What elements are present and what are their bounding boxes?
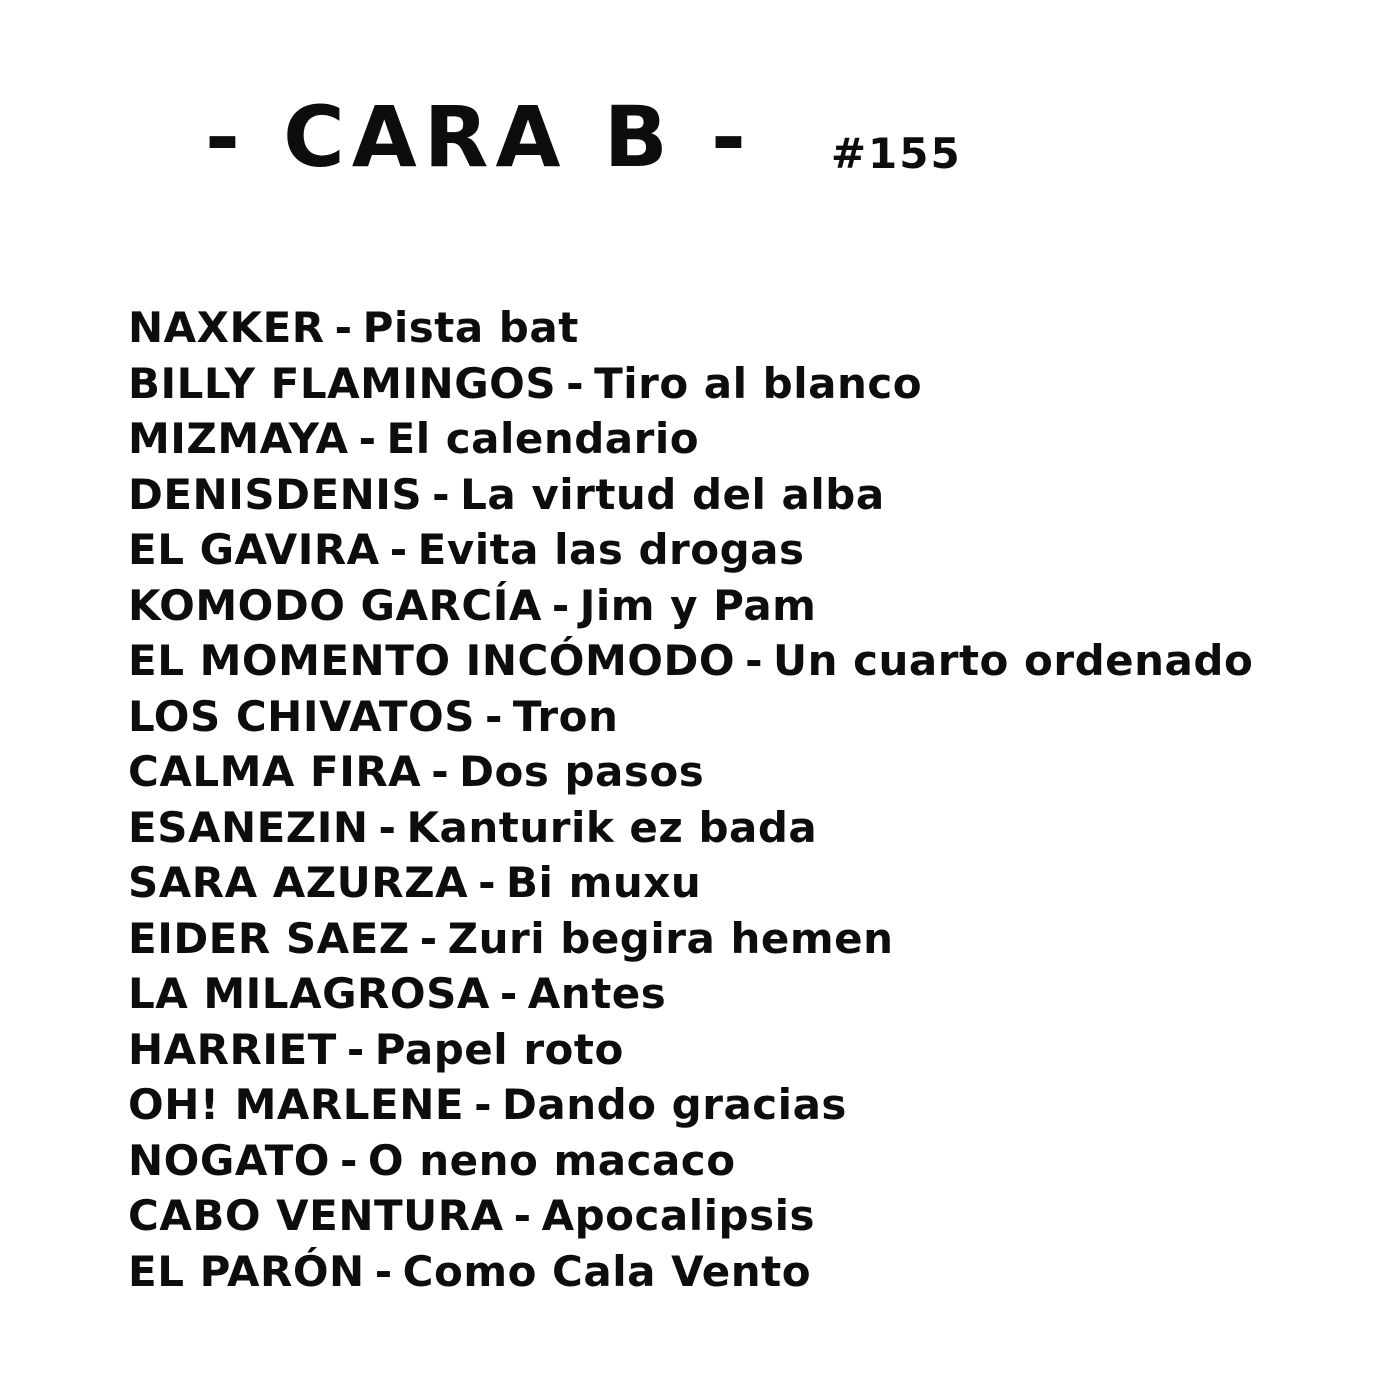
track-row: [128, 1188, 1253, 1244]
song-title: Papel roto: [374, 1024, 624, 1074]
track-row: [128, 356, 1253, 412]
separator: -: [389, 525, 408, 574]
song-title: Jim y Pam: [579, 580, 817, 630]
song-title: Como Cala Vento: [402, 1246, 812, 1296]
song-title: O neno macaco: [367, 1135, 736, 1185]
song-title: Evita las drogas: [417, 525, 805, 574]
song-title: Dando gracias: [502, 1080, 847, 1129]
issue-number: #155: [830, 129, 962, 178]
separator: -: [419, 913, 438, 963]
separator: -: [513, 1191, 532, 1240]
track-row: [128, 522, 1253, 578]
track-row: [128, 578, 1253, 634]
track-row: [128, 1244, 1253, 1300]
artist-name: KOMODO GARCÍA: [128, 580, 542, 630]
song-title: Apocalipsis: [541, 1191, 815, 1240]
separator: -: [374, 1246, 393, 1296]
artist-name: EL MOMENTO INCÓMODO: [128, 636, 736, 685]
separator: -: [432, 469, 451, 519]
header: [205, 88, 962, 186]
song-title: Antes: [527, 969, 667, 1018]
song-title: La virtud del alba: [460, 469, 885, 519]
artist-name: EIDER SAEZ: [128, 913, 410, 963]
separator: -: [431, 747, 450, 796]
artist-name: CABO VENTURA: [128, 1191, 504, 1240]
artist-name: NAXKER: [128, 303, 325, 352]
separator: -: [566, 358, 585, 408]
artist-name: BILLY FLAMINGOS: [128, 358, 557, 408]
track-row: [128, 300, 1253, 356]
artist-name: OH! MARLENE: [128, 1080, 465, 1129]
artist-name: NOGATO: [128, 1135, 330, 1185]
song-title: Pista bat: [362, 303, 579, 352]
track-row: [128, 467, 1253, 523]
artist-name: LA MILAGROSA: [128, 969, 490, 1018]
artist-name: EL GAVIRA: [128, 525, 380, 574]
artist-name: MIZMAYA: [128, 414, 349, 463]
track-row: [128, 744, 1253, 800]
tracklist: [128, 300, 1253, 1299]
separator: -: [745, 636, 763, 685]
song-title: Bi muxu: [506, 858, 702, 907]
song-title: Dos pasos: [459, 747, 705, 796]
track-row: [128, 855, 1253, 911]
separator: -: [484, 691, 503, 741]
page-title: - CARA B -: [205, 88, 753, 186]
artist-name: EL PARÓN: [128, 1246, 365, 1296]
separator: -: [499, 969, 518, 1018]
artist-name: SARA AZURZA: [128, 858, 469, 907]
track-row: [128, 1133, 1253, 1189]
song-title: Un cuarto ordenado: [773, 636, 1254, 685]
separator: -: [378, 802, 397, 852]
track-row: [128, 966, 1253, 1022]
separator: -: [339, 1135, 358, 1185]
artist-name: DENISDENIS: [128, 469, 423, 519]
track-row: [128, 689, 1253, 745]
track-row: [128, 1077, 1253, 1133]
track-row: [128, 911, 1253, 967]
artist-name: HARRIET: [128, 1024, 337, 1074]
artist-name: ESANEZIN: [128, 802, 369, 852]
separator: -: [358, 414, 377, 463]
separator: -: [551, 580, 570, 630]
track-row: [128, 800, 1253, 856]
song-title: Zuri begira hemen: [447, 913, 894, 963]
separator: -: [474, 1080, 493, 1129]
track-row: [128, 633, 1253, 689]
track-row: [128, 411, 1253, 467]
separator: -: [478, 858, 497, 907]
artist-name: CALMA FIRA: [128, 747, 422, 796]
song-title: Tron: [512, 691, 619, 741]
song-title: Tiro al blanco: [594, 358, 923, 408]
separator: -: [334, 303, 353, 352]
separator: -: [346, 1024, 365, 1074]
song-title: El calendario: [386, 414, 700, 463]
artist-name: LOS CHIVATOS: [128, 691, 475, 741]
track-row: [128, 1022, 1253, 1078]
song-title: Kanturik ez bada: [406, 802, 818, 852]
